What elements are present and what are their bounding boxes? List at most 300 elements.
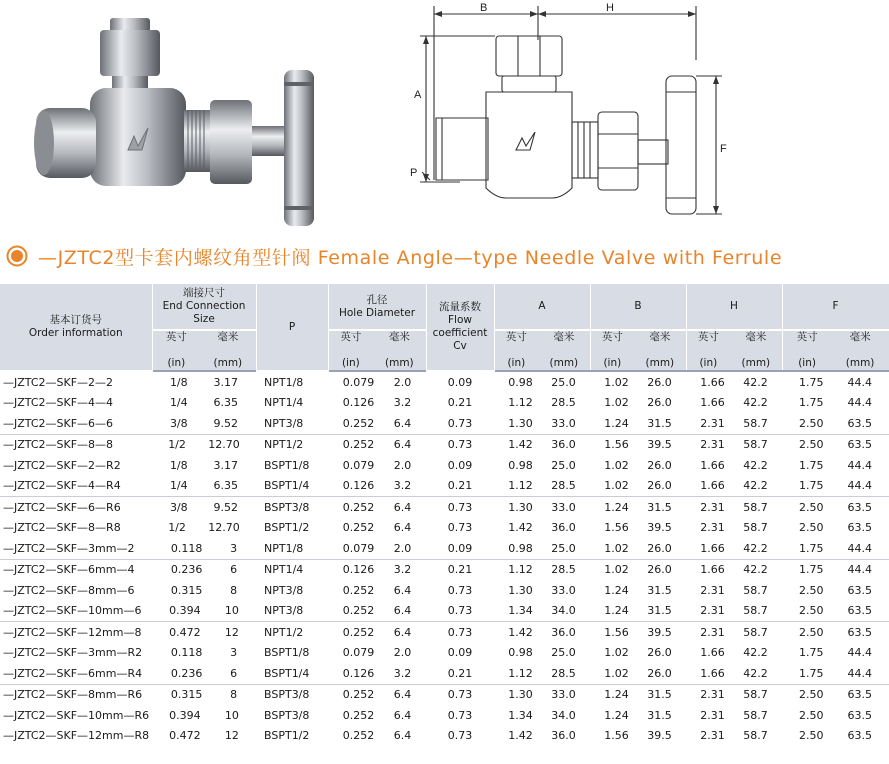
cell-cv: 0.21 (447, 396, 473, 410)
cell-b-inch: 1.02 (604, 479, 629, 493)
cell-h-mm: 58.7 (743, 583, 768, 597)
cell-hole (328, 413, 426, 434)
cell-h-mm: 58.7 (743, 729, 768, 743)
cell-end-size-mm: 10 (224, 604, 239, 618)
header-flow-en1: Flow (448, 314, 472, 326)
cell-b (590, 476, 686, 497)
header-hole (328, 284, 426, 330)
cell-f (782, 559, 889, 580)
table-row (0, 684, 889, 705)
cell-a-inch: 1.12 (508, 479, 533, 493)
table-row (0, 726, 889, 747)
cell-cv: 0.73 (426, 497, 494, 518)
cell-f-mm: 44.4 (847, 479, 872, 493)
cell-end-size (152, 559, 256, 580)
cell-f-inch: 1.75 (799, 479, 824, 493)
cell-p: NPT1/2 (256, 434, 328, 455)
cell-hole (328, 580, 426, 601)
cell-end-size (152, 413, 256, 434)
cell-f-inch: 1.75 (799, 396, 824, 410)
cell-end-size-inch: 1/2 (168, 438, 186, 452)
cell-end-size (152, 518, 256, 539)
cell-end-size-inch: 0.472 (169, 625, 201, 639)
cell-p: BSPT1/2 (264, 521, 310, 535)
cell-a-mm: 36.0 (551, 729, 576, 743)
dim-label-a: A (414, 89, 422, 101)
cell-h-mm: 58.7 (743, 416, 768, 430)
cell-hole-inch: 0.126 (342, 666, 375, 680)
cell-a-mm: 33.0 (551, 416, 576, 430)
unit-inch-en: (in) (341, 357, 360, 369)
cell-a (494, 726, 590, 747)
cell-hole-mm: 3.2 (393, 666, 412, 680)
cell-a-inch: 1.42 (508, 625, 533, 639)
cell-a (494, 601, 590, 622)
cell-b-mm: 26.0 (647, 375, 672, 389)
cell-b-inch: 1.02 (604, 396, 629, 410)
cell-a-inch: 1.42 (508, 729, 533, 743)
cell-h (686, 643, 782, 664)
cell-f (782, 455, 889, 476)
cell-a-mm: 28.5 (551, 479, 576, 493)
cell-order: —JZTC2—SKF—2—R2 (3, 458, 121, 472)
cell-end-size-mm: 12 (224, 729, 239, 743)
cell-f-inch: 1.75 (799, 375, 824, 389)
cell-h-inch: 2.31 (700, 583, 725, 597)
cell-end-size-inch: 0.118 (170, 541, 203, 555)
cell-hole (328, 455, 426, 476)
cell-h-inch: 2.31 (700, 729, 725, 743)
cell-end-size-inch: 1/8 (169, 375, 188, 389)
cell-f (782, 705, 889, 726)
cell-hole-mm: 6.4 (393, 688, 412, 702)
header-p: P (256, 284, 328, 371)
header-f: F (782, 284, 889, 330)
cell-a-inch: 1.30 (508, 583, 533, 597)
cell-p: NPT3/8 (264, 416, 304, 430)
cell-hole-mm: 2.0 (393, 458, 412, 472)
unit-inch-cn: 英寸 (601, 331, 623, 343)
header-h: H (686, 284, 782, 330)
cell-hole (328, 705, 426, 726)
cell-p: BSPT1/4 (264, 666, 310, 680)
cell-f-mm: 63.5 (847, 583, 872, 597)
cell-b-mm: 31.5 (647, 500, 672, 514)
cell-f (782, 601, 889, 622)
orange-bullet-icon (6, 245, 28, 267)
cell-hole-mm: 6.4 (393, 500, 412, 514)
cell-cv: 0.73 (447, 729, 473, 743)
cell-a-inch: 0.98 (508, 541, 533, 555)
cell-a-inch: 1.42 (508, 438, 533, 452)
cell-h-mm: 42.2 (743, 666, 768, 680)
header-a: A (494, 284, 590, 330)
cell-a-inch: 0.98 (508, 646, 533, 660)
table-row (0, 622, 889, 643)
cell-f (782, 371, 889, 393)
cell-end-size-mm: 6 (230, 666, 238, 680)
cell-h-mm: 58.7 (743, 438, 768, 452)
cell-b (590, 455, 686, 476)
table-row (0, 371, 889, 393)
dim-label-h: H (606, 2, 614, 14)
unit-inch-en: (in) (798, 357, 816, 369)
cell-a-mm: 28.5 (551, 563, 576, 577)
cell-a (494, 497, 590, 518)
cell-cv: 0.73 (426, 622, 494, 643)
cell-hole-inch: 0.126 (342, 563, 375, 577)
cell-hole-mm: 6.4 (393, 625, 412, 639)
cell-f (782, 393, 889, 414)
cell-b-inch: 1.24 (604, 416, 629, 430)
cell-h (686, 663, 782, 684)
cell-a-mm: 36.0 (551, 625, 576, 639)
unit-inch-cn: 英寸 (165, 331, 187, 343)
cell-order: —JZTC2—SKF—6—R6 (0, 497, 152, 518)
unit-inch-cn: 英寸 (796, 331, 818, 343)
cell-f-inch: 1.75 (799, 458, 824, 472)
cell-a (494, 559, 590, 580)
cell-h-inch: 2.31 (700, 688, 725, 702)
cell-hole-inch: 0.252 (342, 604, 375, 618)
cell-f-mm: 63.5 (847, 729, 872, 743)
header-order (0, 284, 152, 371)
cell-f-inch: 2.50 (799, 438, 824, 452)
unit-inch-cn: 英寸 (505, 331, 527, 343)
cell-p: BSPT3/8 (256, 684, 328, 705)
cell-b-inch: 1.56 (604, 625, 629, 639)
header-end-en: End Connection Size (162, 300, 246, 325)
cell-cv: 0.09 (447, 541, 473, 555)
cell-hole-inch: 0.252 (342, 416, 375, 430)
cell-end-size-inch: 0.472 (169, 729, 201, 743)
cell-end-size (152, 371, 256, 393)
cell-f (782, 434, 889, 455)
header-h-units (686, 330, 782, 371)
dim-label-b: B (480, 2, 488, 14)
cell-hole-mm: 6.4 (393, 604, 412, 618)
cell-hole-inch: 0.079 (342, 541, 375, 555)
unit-mm-cn: 毫米 (217, 331, 239, 343)
cell-end-size-inch: 0.315 (170, 583, 203, 597)
cell-end-size (152, 497, 256, 518)
cell-b-inch: 1.02 (604, 541, 629, 555)
cell-b-inch: 1.24 (604, 708, 629, 722)
cell-f (782, 538, 889, 559)
header-order-en: Order information (28, 327, 123, 339)
cell-a-inch: 1.30 (508, 416, 533, 430)
cell-b-mm: 31.5 (647, 688, 672, 702)
cell-a-inch: 1.30 (508, 500, 533, 514)
cell-a-inch: 1.12 (508, 563, 533, 577)
cell-cv: 0.73 (447, 521, 473, 535)
table-row (0, 413, 889, 434)
cell-end-size-inch: 0.236 (170, 666, 203, 680)
cell-b (590, 497, 686, 518)
cell-hole-inch: 0.252 (342, 583, 375, 597)
cell-f-inch: 2.50 (799, 416, 824, 430)
cell-p: BSPT3/8 (256, 497, 328, 518)
unit-mm-en: (mm) (385, 357, 414, 369)
cell-p: BSPT1/8 (264, 458, 310, 472)
cell-f-inch: 2.50 (799, 729, 824, 743)
dim-label-f: F (720, 143, 727, 155)
table-row (0, 580, 889, 601)
cell-hole-inch: 0.079 (342, 375, 375, 389)
cell-h (686, 559, 782, 580)
cell-end-size-mm: 3.17 (213, 375, 239, 389)
cell-order: —JZTC2—SKF—8mm—6 (3, 583, 135, 597)
cell-h-inch: 1.66 (700, 541, 725, 555)
cell-a-mm: 28.5 (551, 666, 576, 680)
cell-f-mm: 44.4 (847, 666, 872, 680)
cell-order: —JZTC2—SKF—12mm—R8 (3, 729, 150, 743)
cell-end-size (152, 622, 256, 643)
cell-h-inch: 2.31 (700, 708, 725, 722)
cell-f-inch: 1.75 (799, 563, 824, 577)
cell-p: NPT3/8 (264, 583, 304, 597)
cell-p: BSPT3/8 (264, 708, 310, 722)
unit-mm-en: (mm) (845, 357, 875, 369)
cell-a-inch: 1.34 (508, 604, 533, 618)
cell-b (590, 393, 686, 414)
cell-b-mm: 39.5 (647, 521, 672, 535)
cell-h (686, 705, 782, 726)
header-a-units (494, 330, 590, 371)
cell-hole (328, 476, 426, 497)
cell-a-mm: 33.0 (551, 688, 576, 702)
cell-h-inch: 1.66 (700, 396, 725, 410)
cell-b-mm: 31.5 (647, 416, 672, 430)
cell-order: —JZTC2—SKF—6mm—4 (0, 559, 152, 580)
cell-f-mm: 44.4 (847, 396, 872, 410)
unit-mm-cn: 毫米 (388, 331, 410, 343)
cell-end-size-inch: 0.236 (170, 563, 203, 577)
cell-end-size-inch: 1/4 (169, 479, 188, 493)
header-hole-en: Hole Diameter (338, 306, 416, 319)
header-b: B (590, 284, 686, 330)
cell-hole-inch: 0.126 (342, 396, 375, 410)
cell-end-size-inch: 0.394 (169, 708, 201, 722)
cell-h (686, 413, 782, 434)
cell-hole-inch: 0.079 (342, 458, 375, 472)
cell-end-size-mm: 10 (224, 708, 239, 722)
cell-b-mm: 26.0 (647, 541, 672, 555)
cell-hole-inch: 0.252 (342, 708, 375, 722)
cell-end-size-inch: 0.118 (170, 646, 203, 660)
cell-b (590, 580, 686, 601)
cell-end-size (152, 393, 256, 414)
unit-inch-en: (in) (603, 357, 622, 369)
header-flow-en3: Cv (453, 340, 467, 352)
cell-h (686, 538, 782, 559)
cell-end-size (152, 455, 256, 476)
cell-hole (328, 393, 426, 414)
unit-inch-cn: 英寸 (340, 331, 362, 343)
cell-cv: 0.73 (447, 583, 473, 597)
cell-p: BSPT1/8 (264, 646, 310, 660)
cell-b-mm: 26.0 (647, 646, 672, 660)
cell-order: —JZTC2—SKF—4—R4 (3, 479, 121, 493)
cell-a-mm: 25.0 (551, 646, 576, 660)
cell-end-size (152, 663, 256, 684)
cell-f-inch: 1.75 (799, 646, 824, 660)
cell-f-mm: 63.5 (847, 416, 872, 430)
cell-end-size-mm: 6.35 (213, 396, 239, 410)
dimension-drawing (400, 0, 740, 236)
cell-a (494, 663, 590, 684)
header-flow (426, 284, 494, 371)
dim-label-p: P (410, 167, 418, 179)
cell-f-mm: 63.5 (847, 625, 872, 639)
header-hole-units (328, 330, 426, 371)
unit-inch-en: (in) (507, 357, 526, 369)
cell-h (686, 518, 782, 539)
table-row (0, 559, 889, 580)
cell-b (590, 663, 686, 684)
cell-hole (328, 538, 426, 559)
cell-b-inch: 1.02 (604, 375, 629, 389)
header-flow-cn: 流量系数 (439, 301, 481, 313)
cell-b (590, 622, 686, 643)
cell-end-size (152, 684, 256, 705)
cell-b-inch: 1.56 (604, 438, 629, 452)
cell-p: NPT3/8 (264, 604, 304, 618)
cell-b (590, 518, 686, 539)
cell-order: —JZTC2—SKF—10mm—R6 (3, 708, 150, 722)
cell-a (494, 434, 590, 455)
cell-f (782, 476, 889, 497)
cell-h-mm: 58.7 (743, 688, 768, 702)
cell-end-size-inch: 3/8 (169, 416, 188, 430)
cell-hole (328, 518, 426, 539)
cell-p: NPT1/8 (264, 541, 304, 555)
cell-h-mm: 58.7 (743, 708, 768, 722)
cell-h-inch: 1.66 (700, 479, 725, 493)
table-row (0, 601, 889, 622)
cell-f (782, 726, 889, 747)
cell-h-mm: 42.2 (743, 375, 768, 389)
cell-h (686, 726, 782, 747)
valve-photo (30, 0, 360, 236)
cell-b-mm: 26.0 (647, 458, 672, 472)
cell-f-mm: 44.4 (847, 375, 872, 389)
cell-a-mm: 28.5 (551, 396, 576, 410)
cell-hole (328, 622, 426, 643)
cell-b (590, 434, 686, 455)
cell-hole-mm: 3.2 (393, 563, 412, 577)
cell-h (686, 601, 782, 622)
cell-h (686, 497, 782, 518)
cell-hole-inch: 0.252 (342, 729, 375, 743)
cell-f (782, 643, 889, 664)
cell-a-mm: 36.0 (551, 521, 576, 535)
cell-cv: 0.73 (426, 684, 494, 705)
cell-b-mm: 31.5 (647, 708, 672, 722)
cell-f-inch: 1.75 (799, 666, 824, 680)
cell-a (494, 413, 590, 434)
cell-h-mm: 42.2 (743, 479, 768, 493)
cell-hole (328, 663, 426, 684)
cell-b-inch: 1.02 (604, 666, 629, 680)
cell-order: —JZTC2—SKF—10mm—6 (3, 604, 142, 618)
cell-hole (328, 726, 426, 747)
cell-end-size-inch: 1/4 (169, 396, 188, 410)
cell-p: BSPT1/4 (264, 479, 310, 493)
cell-end-size-mm: 3 (230, 541, 238, 555)
cell-cv: 0.09 (447, 458, 473, 472)
cell-h-mm: 42.2 (743, 458, 768, 472)
cell-order: —JZTC2—SKF—8—R8 (3, 521, 121, 535)
cell-b (590, 684, 686, 705)
table-row (0, 538, 889, 559)
cell-h (686, 434, 782, 455)
table-row (0, 643, 889, 664)
cell-h-inch: 1.66 (700, 646, 725, 660)
cell-end-size (152, 580, 256, 601)
header-f-units (782, 330, 889, 371)
cell-end-size-inch: 0.315 (170, 688, 203, 702)
cell-a-mm: 34.0 (551, 708, 576, 722)
cell-a (494, 580, 590, 601)
cell-end-size-mm: 9.52 (213, 500, 239, 514)
cell-h-mm: 58.7 (743, 604, 768, 618)
cell-f-inch: 2.50 (799, 583, 824, 597)
cell-a-inch: 1.12 (508, 396, 533, 410)
cell-a-mm: 33.0 (551, 500, 576, 514)
table-row (0, 455, 889, 476)
cell-end-size-mm: 3.17 (213, 458, 239, 472)
cell-end-size (152, 476, 256, 497)
cell-h-mm: 42.2 (743, 396, 768, 410)
cell-a-inch: 0.98 (508, 458, 533, 472)
cell-end-size-inch: 3/8 (169, 500, 188, 514)
cell-h-inch: 1.66 (700, 458, 725, 472)
cell-f (782, 413, 889, 434)
cell-f (782, 663, 889, 684)
unit-mm-cn: 毫米 (849, 331, 871, 343)
unit-mm-cn: 毫米 (553, 331, 575, 343)
cell-order: —JZTC2—SKF—12mm—8 (0, 622, 152, 643)
cell-h-inch: 2.31 (700, 521, 725, 535)
cell-hole-mm: 6.4 (393, 416, 412, 430)
cell-h (686, 580, 782, 601)
cell-f-inch: 1.75 (799, 541, 824, 555)
cell-hole-mm: 6.4 (393, 521, 412, 535)
cell-f-mm: 63.5 (847, 521, 872, 535)
cell-order: —JZTC2—SKF—8mm—R6 (0, 684, 152, 705)
table-row (0, 518, 889, 539)
cell-p: NPT1/2 (256, 622, 328, 643)
cell-h-inch: 2.31 (700, 438, 725, 452)
cell-f (782, 684, 889, 705)
cell-a (494, 538, 590, 559)
cell-f-inch: 2.50 (799, 604, 824, 618)
header-end-units (152, 330, 256, 371)
cell-a-mm: 34.0 (551, 604, 576, 618)
unit-mm-en: (mm) (741, 357, 771, 369)
unit-inch-cn: 英寸 (697, 331, 719, 343)
cell-h-inch: 2.31 (700, 604, 725, 618)
cell-h-mm: 58.7 (743, 500, 768, 514)
cell-a-mm: 36.0 (551, 438, 576, 452)
cell-f (782, 497, 889, 518)
cell-hole-mm: 3.2 (393, 479, 412, 493)
cell-h-inch: 1.66 (700, 375, 725, 389)
cell-a (494, 455, 590, 476)
table-row (0, 476, 889, 497)
cell-f (782, 518, 889, 539)
